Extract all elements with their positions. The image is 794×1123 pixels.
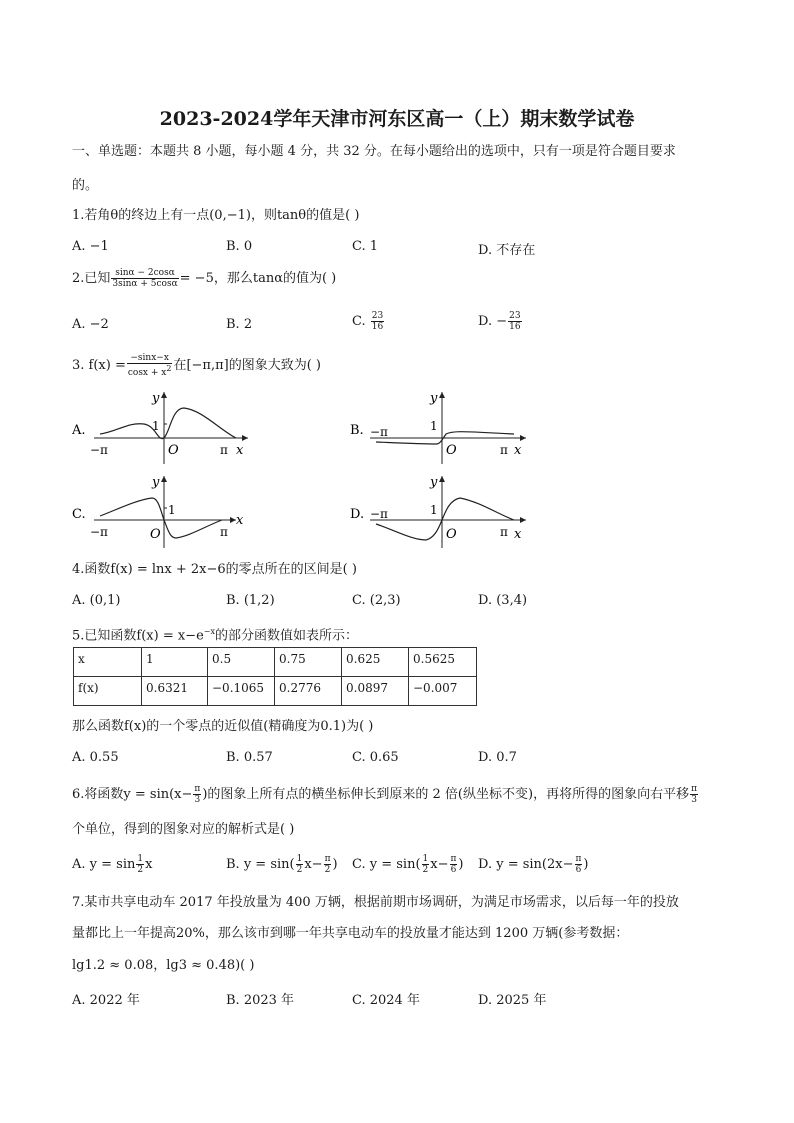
q3-fraction: $\frac{-\sin x-x}{\cos x + x^2}$ [127, 353, 172, 378]
page-title: 2023-2024学年天津市河东区高一（上）期末数学试卷 [159, 108, 635, 130]
graph-a-negpi-label: −π [90, 443, 108, 457]
graph-d-negpi-label: −π [370, 507, 388, 521]
graph-c-y-label: y [152, 475, 160, 490]
graph-d-label: D. [350, 507, 365, 522]
graph-c-origin-label: O [150, 527, 161, 542]
q7-option-d[interactable]: D. 2025 年 [478, 993, 547, 1008]
q5-option-c[interactable]: C. 0.65 [352, 750, 399, 765]
q4-option-a[interactable]: A. (0,1) [72, 593, 121, 608]
q3-graph-d[interactable] [350, 470, 530, 550]
graph-c-x-label: x [236, 513, 244, 528]
graph-d-origin-label: O [446, 527, 457, 542]
q3-graph-b[interactable] [350, 386, 530, 466]
graph-b-negpi-label: −π [370, 425, 388, 439]
q7-option-b[interactable]: B. 2023 年 [226, 993, 295, 1008]
q6-option-b[interactable]: B. y = sin( $\frac{1}{2}$ x− $\frac{\pi}{2}$ ) [226, 854, 338, 875]
q4-option-b[interactable]: B. (1,2) [226, 593, 275, 608]
q3-graph-c[interactable] [72, 470, 252, 550]
q6-stem: 6.将函数y = sin(x− $\frac{\pi}{3}$ )的图象上所有点的横坐标伸长到原来的 2 倍(纵坐标不变)，再将所得的图象向右平移 $\frac{\pi}{3}$ [72, 784, 698, 805]
q7-option-a[interactable]: A. 2022 年 [72, 993, 140, 1008]
graph-c-label: C. [72, 507, 86, 522]
graph-b-pi-label: π [500, 443, 508, 457]
table-cell: 0.2776 [275, 677, 342, 706]
q5-stem: 5.已知函数$f(x) = x-e^{-x}$的部分函数值如表所示： [72, 627, 358, 644]
table-cell: f(x) [74, 677, 142, 706]
table-cell: 0.625 [342, 648, 409, 677]
q1-option-a[interactable]: A. −1 [72, 239, 109, 254]
graph-a-origin-label: O [168, 443, 179, 458]
q5-option-d[interactable]: D. 0.7 [478, 750, 517, 765]
table-cell: 0.0897 [342, 677, 409, 706]
section-heading: 一、单选题：本题共 8 小题，每小题 4 分，共 32 分。在每小题给出的选项中，只有一项是符合题目要求 [72, 144, 676, 159]
q5-option-b[interactable]: B. 0.57 [226, 750, 273, 765]
q3-graph-a[interactable] [72, 386, 252, 466]
table-cell: 0.75 [275, 648, 342, 677]
q6-option-d[interactable]: D. y = sin(2x− $\frac{\pi}{6}$ ) [478, 854, 589, 875]
graph-c-negpi-label: −π [90, 525, 108, 539]
graph-b-origin-label: O [446, 443, 457, 458]
q5-value-table [73, 647, 477, 706]
q4-option-c[interactable]: C. (2,3) [352, 593, 401, 608]
table-cell: −0.1065 [208, 677, 275, 706]
graph-a-y-label: y [152, 391, 160, 406]
q7-stem-cont: 量都比上一年提高20%，那么该市到哪一年共享电动车的投放量才能达到 1200 万辆(参考数据： [72, 926, 629, 941]
q2-fraction: $\frac{\sin\alpha - 2\cos\alpha}{3\sin\alpha + 5\cos\alpha}$ [112, 268, 178, 289]
table-row [74, 677, 477, 706]
q6-option-c[interactable]: C. y = sin( $\frac{1}{2}$ x− $\frac{\pi}{6}$ ) [352, 854, 464, 875]
graph-b-label: B. [350, 423, 364, 438]
q4-stem: 4.函数f(x) = lnx + 2x−6的零点所在的区间是( ) [72, 562, 357, 577]
q4-option-d[interactable]: D. (3,4) [478, 593, 528, 608]
q2-option-d[interactable]: D. − $\frac{23}{16}$ [478, 311, 521, 332]
section-heading-cont: 的。 [72, 178, 99, 193]
graph-d-one-label: 1 [430, 503, 438, 517]
table-cell: −0.007 [409, 677, 477, 706]
graph-b-x-label: x [514, 443, 522, 458]
graph-d-x-label: x [514, 527, 522, 542]
q1-option-c[interactable]: C. 1 [352, 239, 379, 254]
q2-option-b[interactable]: B. 2 [226, 317, 253, 332]
graph-a-pi-label: π [220, 443, 228, 457]
q5-option-a[interactable]: A. 0.55 [72, 750, 119, 765]
graph-b-y-label: y [430, 391, 438, 406]
q1-option-b[interactable]: B. 0 [226, 239, 253, 254]
q2-stem: 2.已知 $\frac{\sin\alpha - 2\cos\alpha}{3\sin\alpha + 5\cos\alpha}$ = −5，那么tanα的值为( ) [72, 268, 337, 289]
graph-d-y-label: y [430, 475, 438, 490]
table-cell: x [74, 648, 142, 677]
graph-b-one-label: 1 [430, 419, 438, 433]
table-cell: 1 [142, 648, 208, 677]
q7-option-c[interactable]: C. 2024 年 [352, 993, 420, 1008]
q5-question: 那么函数f(x)的一个零点的近似值(精确度为0.1)为( ) [72, 719, 374, 734]
q3-stem: 3. f(x) = $\frac{-\sin x-x}{\cos x + x^2}$ 在[−π,π]的图象大致为( ) [72, 353, 321, 378]
q1-stem: 1.若角θ的终边上有一点(0,−1)，则tanθ的值是( ) [72, 208, 360, 223]
graph-c-pi-label: π [220, 525, 228, 539]
q6-option-a[interactable]: A. y = sin $\frac{1}{2}$ x [72, 854, 153, 875]
table-cell: 0.6321 [142, 677, 208, 706]
table-row [74, 648, 477, 677]
q7-stem: 7.某市共享电动车 2017 年投放量为 400 万辆，根据前期市场调研，为满足市场需求，以后每一年的投放 [72, 895, 679, 910]
q6-stem-cont: 个单位，得到的图象对应的解析式是( ) [72, 822, 295, 837]
q2-option-c[interactable]: C. $\frac{23}{16}$ [352, 311, 384, 332]
table-cell: 0.5625 [409, 648, 477, 677]
graph-c-one-label: 1 [168, 503, 176, 517]
q2-option-a[interactable]: A. −2 [72, 317, 109, 332]
graph-a-x-label: x [236, 443, 244, 458]
graph-a-one-label: 1 [152, 419, 160, 433]
graph-a-label: A. [72, 423, 86, 438]
graph-d-pi-label: π [500, 525, 508, 539]
q1-option-d[interactable]: D. 不存在 [478, 243, 536, 258]
table-cell: 0.5 [208, 648, 275, 677]
q7-stem-cont2: lg1.2 ≈ 0.08，lg3 ≈ 0.48)( ) [72, 958, 255, 973]
